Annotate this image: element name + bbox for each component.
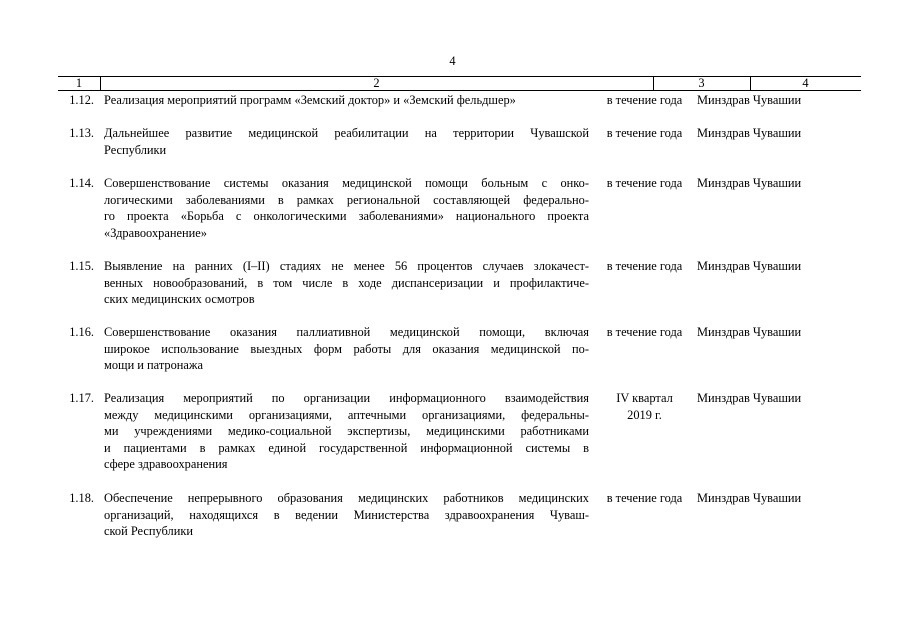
description-line: ской Республики xyxy=(104,524,193,539)
row-responsible: Минздрав Чувашии xyxy=(697,491,802,505)
row-responsible: Минздрав Чувашии xyxy=(697,93,802,107)
term-line: в течение года xyxy=(606,491,683,505)
row-description xyxy=(104,490,589,540)
row-number: 1.17. xyxy=(69,391,94,405)
description-line: Дальнейшее развитие медицинской реабилитации на территории Чувашской xyxy=(104,126,589,140)
term-line: 2019 г. xyxy=(627,407,662,422)
row-term xyxy=(597,92,692,109)
description-line: широкое использование выездных форм работы для оказания медицинской по- xyxy=(104,341,589,356)
row-term xyxy=(597,175,692,192)
description-line: Республики xyxy=(104,142,167,157)
term-line: IV квартал xyxy=(616,391,673,405)
term-line: в течение года xyxy=(606,259,683,273)
page-number: 4 xyxy=(449,54,456,68)
description-line: венных новообразований, в том числе в ходе диспансеризации и профилактиче- xyxy=(104,275,589,290)
description-line: мощи и патронажа xyxy=(104,358,203,373)
term-line: в течение года xyxy=(606,176,683,190)
row-description xyxy=(104,324,589,374)
row-number: 1.16. xyxy=(69,325,94,339)
header-col-2: 2 xyxy=(373,76,380,90)
row-description xyxy=(104,258,589,308)
description-line: го проекта «Борьба с онкологическими заболеваниями» национального проекта xyxy=(104,209,589,224)
row-number: 1.18. xyxy=(69,491,94,505)
row-responsible: Минздрав Чувашии xyxy=(697,126,802,140)
row-term xyxy=(597,258,692,275)
row-description xyxy=(104,390,589,473)
row-term xyxy=(597,125,692,142)
description-line: организаций, находящихся в ведении Министерства здравоохранения Чуваш- xyxy=(104,507,589,522)
description-line: логическими заболеваниями в рамках региональной составляющей федерально- xyxy=(104,192,589,207)
description-line: Обеспечение непрерывного образования медицинских работников медицинских xyxy=(104,491,589,505)
header-col-4: 4 xyxy=(802,76,809,90)
row-number: 1.13. xyxy=(69,126,94,140)
row-responsible: Минздрав Чувашии xyxy=(697,259,802,273)
header-col-3: 3 xyxy=(698,76,705,90)
row-responsible: Минздрав Чувашии xyxy=(697,391,802,405)
description-line: Выявление на ранних (I–II) стадиях не менее 56 процентов случаев злокачест- xyxy=(104,259,589,273)
description-line: и пациентами в рамках единой государственной информационной системы в xyxy=(104,440,589,455)
description-line: ми учреждениями медико-социальной экспертизы, медицинскими работниками xyxy=(104,424,589,439)
row-term xyxy=(597,324,692,341)
description-line: между медицинскими организациями, аптечными организациями, федеральны- xyxy=(104,407,589,422)
description-line: «Здравоохранение» xyxy=(104,225,207,240)
row-number: 1.14. xyxy=(69,176,94,190)
description-line: Совершенствование системы оказания медицинской помощи больным с онко- xyxy=(104,176,589,190)
description-line: Совершенствование оказания паллиативной медицинской помощи, включая xyxy=(104,325,589,339)
row-term xyxy=(597,390,692,423)
description-line: Реализация мероприятий по организации информационного взаимодействия xyxy=(104,391,589,405)
row-responsible: Минздрав Чувашии xyxy=(697,176,802,190)
description-line: ских медицинских осмотров xyxy=(104,292,255,307)
table-header xyxy=(58,76,861,91)
description-line: Реализация мероприятий программ «Земский доктор» и «Земский фельдшер» xyxy=(104,93,516,107)
row-number: 1.15. xyxy=(69,259,94,273)
row-number: 1.12. xyxy=(69,93,94,107)
term-line: в течение года xyxy=(606,325,683,339)
term-line: в течение года xyxy=(606,93,683,107)
term-line: в течение года xyxy=(606,126,683,140)
header-col-1: 1 xyxy=(75,76,83,90)
description-line: сфере здравоохранения xyxy=(104,457,228,472)
row-description xyxy=(104,125,589,158)
row-description xyxy=(104,92,589,109)
row-responsible: Минздрав Чувашии xyxy=(697,325,802,339)
row-term xyxy=(597,490,692,507)
row-description xyxy=(104,175,589,241)
